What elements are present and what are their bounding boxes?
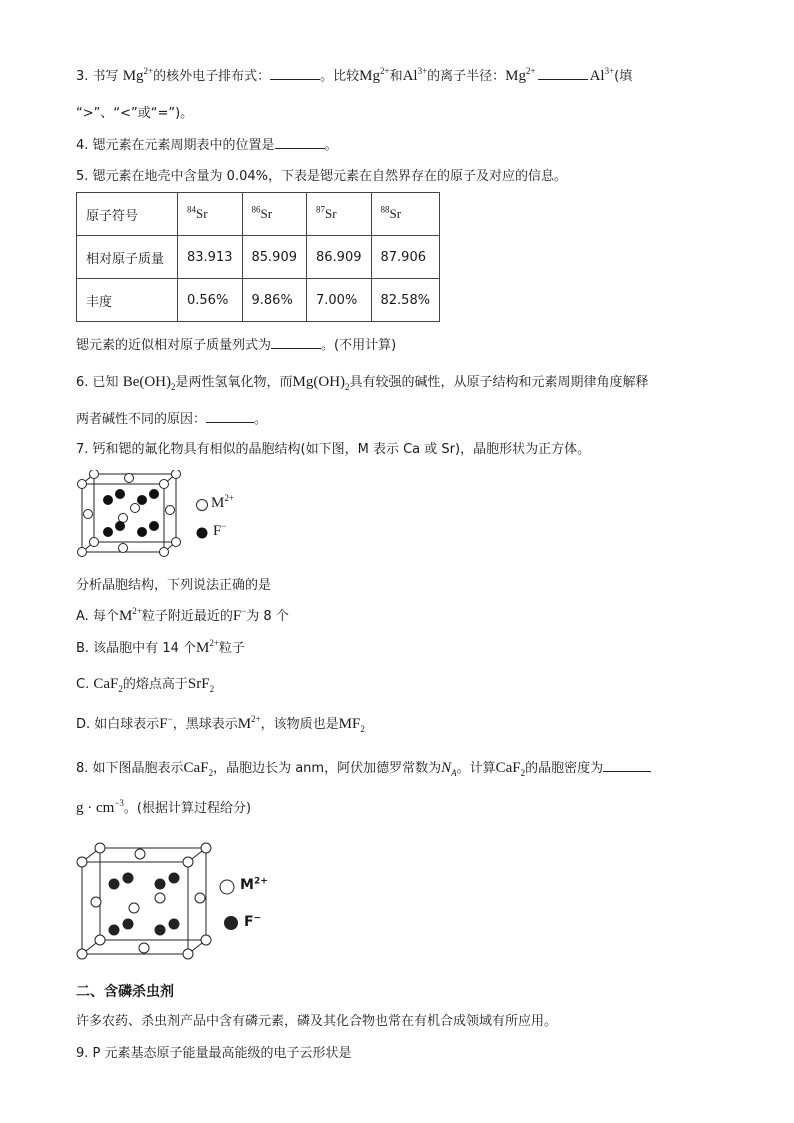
q8-line2 <box>76 798 251 819</box>
crystal-cell-diagram-1 <box>76 470 186 562</box>
q3-text: 和 <box>389 69 403 84</box>
table-cell: 85.909 <box>242 236 307 279</box>
table-cell: 0.56% <box>178 279 243 322</box>
table-cell: 9.86% <box>242 279 307 322</box>
q6-text: 是两性氢氧化物，而 <box>175 375 293 390</box>
q5-after <box>76 336 396 356</box>
q3-text: 的核外电子排布式： <box>153 69 271 84</box>
legend-black-ball-icon <box>222 914 240 932</box>
q6-text: 两者碱性不同的原因： <box>76 412 207 427</box>
legend-f-label: F− <box>213 521 227 539</box>
option-text: 粒子 <box>218 641 245 656</box>
legend-black-ball-icon <box>195 526 209 540</box>
answer-blank[interactable] <box>603 759 651 772</box>
option-text: D. 如白球表示 <box>76 717 160 732</box>
table-header: 相对原子质量 <box>77 236 178 279</box>
q8-text: 。(根据计算过程给分) <box>123 801 252 816</box>
mg-ion: $Mg^{2+}$ <box>505 66 536 84</box>
srf2-formula: SrF$_2$ <box>187 676 215 694</box>
option-b[interactable] <box>76 638 245 659</box>
q9-text: 9. P 元素基态原子能量最高能级的电子云形状是 <box>76 1046 352 1061</box>
option-text: C. <box>76 677 90 692</box>
option-text: ，黑球表示 <box>172 717 238 732</box>
option-text: B. 该晶胞中有 14 个 <box>76 641 196 656</box>
q5-text: 5. 锶元素在地壳中含量为 0.04%，下表是锶元素在自然界存在的原子及对应的信息。 <box>76 169 567 184</box>
q5-text: 。(不用计算) <box>321 338 397 353</box>
mg-hydroxide: $Mg(OH)_2$ <box>292 374 350 392</box>
q6-text: 。 <box>254 412 268 427</box>
option-text: 粒子附近最近的 <box>141 609 233 624</box>
q3-text: 的离子半径： <box>427 69 506 84</box>
q8-text: ，晶胞边长为 anm，阿伏加德罗常数为 <box>213 761 442 776</box>
q3-text: (填 <box>614 69 633 84</box>
q8-text: 。计算 <box>456 761 496 776</box>
table-cell: 86.909 <box>307 236 372 279</box>
answer-blank[interactable] <box>275 136 325 149</box>
caf2-formula: CaF$_2$ <box>183 760 214 778</box>
mf2-formula: $MF_2$ <box>338 716 365 734</box>
m-ion: $M^{2+}$ <box>196 638 219 656</box>
q6-line1 <box>76 372 649 393</box>
crystal-cell-diagram-2 <box>76 842 216 962</box>
m-ion: $M^{2+}$ <box>118 606 142 624</box>
f-ion: F− <box>232 606 247 624</box>
legend-white-ball-icon <box>218 878 236 896</box>
q7-prompt: 分析晶胞结构，下列说法正确的是 <box>76 578 272 593</box>
table-header: 原子符号 <box>77 193 178 236</box>
isotope-symbol: $^{86}$Sr <box>242 193 307 236</box>
isotope-symbol: $^{88}$Sr <box>371 193 440 236</box>
table-cell: 82.58% <box>371 279 440 322</box>
q7-text: 7. 钙和锶的氟化物具有相似的晶胞结构(如下图，M 表示 Ca 或 Sr)，晶胞形状为正方体。 <box>76 442 591 457</box>
mg-ion: $Mg^{2+}$ <box>359 66 390 84</box>
q3-text: 3. 书写 <box>76 69 119 84</box>
q3-line1 <box>76 66 632 87</box>
mg-ion: $Mg^{2+}$ <box>122 66 154 84</box>
isotope-symbol: $^{84}$Sr <box>178 193 243 236</box>
q5-text: 锶元素的近似相对原子质量列式为 <box>76 338 272 353</box>
f-ion: F− <box>159 714 173 732</box>
q4-line <box>76 136 338 156</box>
q8-text: 的晶胞密度为 <box>525 761 604 776</box>
answer-blank[interactable] <box>538 67 588 80</box>
option-a[interactable] <box>76 606 289 627</box>
q6-line2 <box>76 410 267 430</box>
option-text: 的熔点高于 <box>122 677 188 692</box>
q8-text: 8. 如下图晶胞表示 <box>76 761 184 776</box>
q3-text: 。比较 <box>320 69 360 84</box>
isotope-symbol: $^{87}$Sr <box>307 193 372 236</box>
table-row <box>77 279 440 322</box>
section-intro: 许多农药、杀虫剂产品中含有磷元素，磷及其化合物也常在有机合成领域有所应用。 <box>76 1014 558 1029</box>
table-cell: 7.00% <box>307 279 372 322</box>
density-unit: $g \cdot cm^{-3}$ <box>76 798 124 816</box>
option-d[interactable] <box>76 714 365 735</box>
table-row <box>77 193 440 236</box>
caf2-formula: CaF$_2$ <box>495 760 526 778</box>
table-header: 丰度 <box>77 279 178 322</box>
m-ion: $M^{2+}$ <box>237 714 261 732</box>
al-ion: $Al^{3+}$ <box>402 66 428 84</box>
q6-text: 6. 已知 <box>76 375 119 390</box>
legend-white-ball-icon <box>195 498 209 512</box>
option-text: ，该物质也是 <box>260 717 339 732</box>
be-hydroxide: $Be(OH)_2$ <box>122 374 176 392</box>
table-row <box>77 236 440 279</box>
legend-m-label: $M^{2+}$ <box>211 493 234 511</box>
legend-m-label: $M^{2+}$ <box>240 876 268 893</box>
q4-text: 。 <box>324 138 338 153</box>
option-text: A. 每个 <box>76 609 119 624</box>
q4-text: 4. 锶元素在元素周期表中的位置是 <box>76 138 275 153</box>
answer-blank[interactable] <box>271 336 321 349</box>
q8-line1 <box>76 758 651 779</box>
avogadro-symbol: $N_A$ <box>441 760 457 778</box>
table-cell: 87.906 <box>371 236 440 279</box>
option-text: 为 8 个 <box>246 609 289 624</box>
q3-line2: “>”、“<”或“=”)。 <box>76 106 194 121</box>
caf2-formula: CaF$_2$ <box>93 676 123 694</box>
legend-f-label: F− <box>244 913 262 930</box>
isotope-table <box>76 192 440 322</box>
answer-blank[interactable] <box>206 410 254 423</box>
al-ion: $Al^{3+}$ <box>589 66 615 84</box>
answer-blank[interactable] <box>270 67 320 80</box>
option-c[interactable] <box>76 674 214 695</box>
q6-text: 具有较强的碱性，从原子结构和元素周期律角度解释 <box>349 375 649 390</box>
section-heading: 二、含磷杀虫剂 <box>76 984 174 1000</box>
table-cell: 83.913 <box>178 236 243 279</box>
